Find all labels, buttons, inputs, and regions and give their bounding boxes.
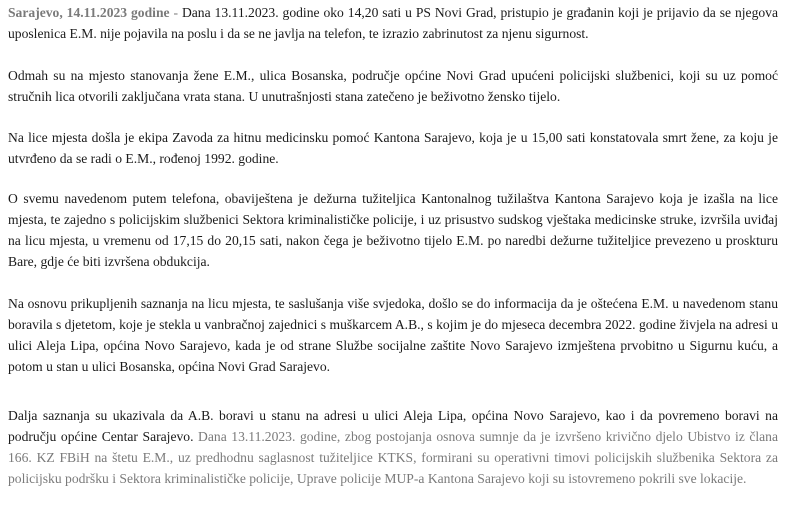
paragraph-3: Na lice mjesta došla je ekipa Zavoda za hitnu medicinsku pomoć Kantona Sarajevo, koja je u 15,00 sati konstatovala smrt žene, za koju je utvrđeno da se radi o E.M., rođenoj 1992. godine.	[8, 130, 778, 166]
paragraph-6	[8, 405, 778, 489]
paragraph-4: O svemu navedenom putem telefona, obaviještena je dežurna tužiteljica Kantonalnog tužilaštva Kantona Sarajevo koja je izašla na lice mjesta, te zajedno s policijskim službenici Sektora kriminalističke policije, i uz prisustvo sudskog vještaka medicinske struke, izvršila uviđaj na licu mjesta, u vremenu od 17,15 do 20,15 sati, nakon čega je beživotno tijelo E.M. po naredbi dežurne tužiteljice prevezeno u proskturu Bare, gdje će biti izvršena obdukcija.	[8, 191, 778, 269]
dateline: Sarajevo, 14.11.2023 godine	[8, 5, 170, 20]
dateline-separator: -	[169, 5, 182, 20]
paragraph-1-text: Dana 13.11.2023. godine oko 14,20 sati u PS Novi Grad, pristupio je građanin koji je prijavio da se njegova uposlenica E.M. nije pojavila na poslu i da se ne javlja na telefon, te izrazio zabrinutost za njenu sigurnost.	[8, 5, 779, 41]
paragraph-6-text-grey: Dana 13.11.2023. godine, zbog postojanja osnova sumnje da je izvršeno krivično djelo Ubistvo iz člana 166. KZ FBiH na štetu E.M., uz predhodnu saglasnost tužiteljice KTKS, formirani su operativni timovi policijskih službenika Sektora za policijsku podršku i Sektora kriminalističke policije, Uprave policije MUP-a Kantona Sarajevo koji su istovremeno pokrili sve lokacije.	[8, 429, 778, 486]
paragraph-1	[8, 2, 778, 44]
paragraph-5: Na osnovu prikupljenih saznanja na licu mjesta, te saslušanja više svjedoka, došlo se do informacija da je oštećena E.M. u navedenom stanu boravila s djetetom, koje je stekla u vanbračnoj zajednici s muškarcem A.B., s kojim je do mjeseca decembra 2022. godine živjela na adresi u ulici Aleja Lipa, općina Novo Sarajevo, kada je od strane Službe socijalne zaštite Novo Sarajevo izmještena prvobitno u Sigurnu kuću, a potom u stan u ulici Bosanska, općina Novi Grad Sarajevo.	[8, 296, 778, 374]
paragraph-2: Odmah su na mjesto stanovanja žene E.M., ulica Bosanska, područje općine Novi Grad upućeni policijski službenici, koji su uz pomoć stručnih lica otvorili zaključana vrata stana. U unutrašnjosti stana zatečeno je beživotno žensko tijelo.	[8, 68, 778, 104]
paragraph-6-text-dark: Dalja saznanja su ukazivala da A.B. boravi u stanu na adresi u ulici Aleja Lipa, općina Novo Sarajevo, kao i da povremeno boravi na području općine Centar Sarajevo.	[8, 408, 778, 444]
